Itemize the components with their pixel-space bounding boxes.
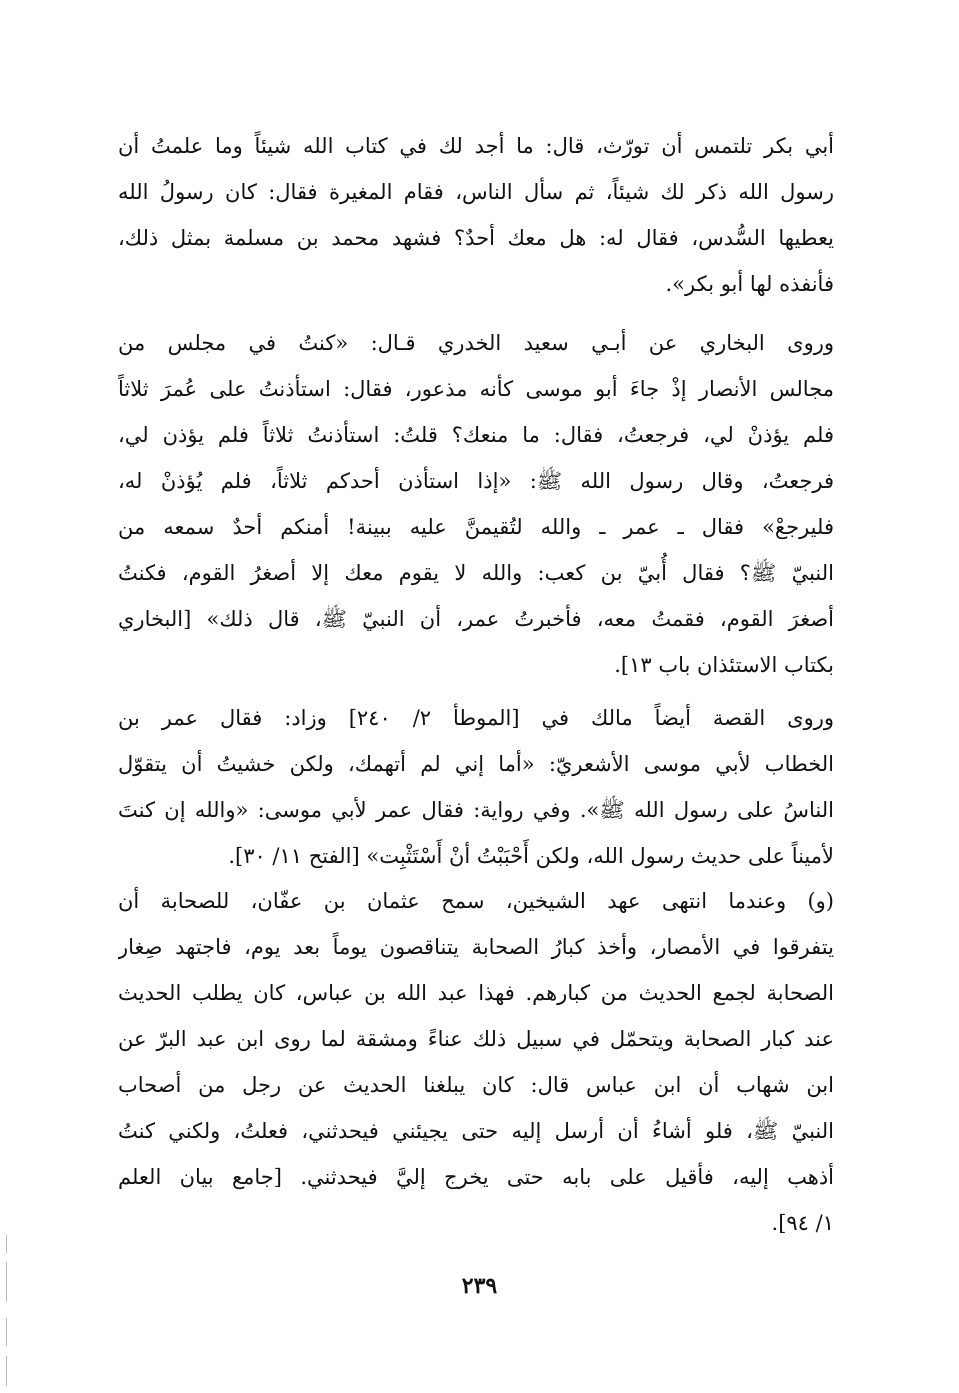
paragraph-3 (118, 695, 834, 879)
text-line: عند كبار الصحابة ويتحمّل في سبيل ذلك عناءً ومشقة لما روى ابن عبد البرّ عن (118, 1027, 834, 1051)
paragraph-2 (118, 320, 834, 688)
text-line: فليرجعْ» فقال ـ عمر ـ والله لتُقيمنَّ عليه ببينة! أمنكم أحدٌ سمعه من (118, 515, 834, 539)
text-line: لأميناً على حديث رسول الله، ولكن أَحْبَبْتُ أنْ أَسْتَثْبِت» [الفتح ١١/ ٣٠]. (228, 844, 834, 868)
text-line: أصغرَ القوم، فقمتُ معه، فأخبرتُ عمر، أن النبيّ ﷺ، قال ذلك» [البخاري (118, 607, 834, 631)
paragraph-1 (118, 123, 834, 307)
scan-margin-line (6, 1318, 7, 1346)
text-line: الناسُ على رسول الله ﷺ». وفي رواية: فقال عمر لأبي موسى: «والله إن كنتَ (118, 798, 834, 822)
text-line: مجالس الأنصار إذْ جاءَ أبو موسى كأنه مذعور، فقال: استأذنتُ على عُمرَ ثلاثاً (118, 377, 834, 401)
page-number: ٢٣٩ (461, 1273, 498, 1299)
text-line: فلم يؤذنْ لي، فرجعتُ، فقال: ما منعك؟ قلتُ: استأذنتُ ثلاثاً فلم يؤذن لي، (118, 423, 834, 447)
text-line: فرجعتُ، وقال رسول الله ﷺ: «إذا استأذن أحدكم ثلاثاً، فلم يُؤذنْ له، (118, 469, 834, 493)
text-line: النبيّ ﷺ، فلو أشاءُ أن أرسل إليه حتى يجيئني فيحدثني، فعلتُ، ولكني كنتُ (118, 1119, 834, 1143)
text-line: النبيّ ﷺ؟ فقال أُبيّ بن كعب: والله لا يقوم معك إلا أصغرُ القوم، فكنتُ (118, 561, 834, 585)
scan-margin-line (6, 1356, 7, 1386)
text-line: بكتاب الاستئذان باب ١٣]. (614, 653, 834, 677)
text-line: وروى البخاري عن أبـي سعيد الخدري قـال: «كنتُ في مجلس من (118, 331, 834, 355)
text-line: يعطيها السُّدس، فقال له: هل معك أحدٌ؟ فشهد محمد بن مسلمة بمثل ذلك، (118, 226, 834, 250)
text-line: الخطاب لأبي موسى الأشعريّ: «أما إني لم أتهمك، ولكن خشيتُ أن يتقوّل (118, 752, 834, 776)
text-line: ١/ ٩٤]. (771, 1211, 834, 1235)
text-line: وروى القصة أيضاً مالك في [الموطأ ٢/ ٢٤٠] وزاد: فقال عمر بن (118, 706, 834, 730)
text-line: الصحابة لجمع الحديث من كبارهم. فهذا عبد الله بن عباس، كان يطلب الحديث (118, 981, 834, 1005)
text-line: ابن شهاب أن ابن عباس قال: كان يبلغنا الحديث عن رجل من أصحاب (118, 1073, 834, 1097)
scan-margin-line (6, 1235, 7, 1253)
paragraph-4 (118, 878, 834, 1246)
scan-margin-line (6, 1262, 7, 1302)
text-line: (و) وعندما انتهى عهد الشيخين، سمح عثمان بن عفّان، للصحابة أن (118, 889, 834, 913)
text-line: أذهب إليه، فأقيل على بابه حتى يخرج إليَّ فيحدثني. [جامع بيان العلم (118, 1165, 834, 1189)
text-line: يتفرقوا في الأمصار، وأخذ كبارُ الصحابة يتناقصون يوماً بعد يوم، فاجتهد صِغار (118, 935, 834, 959)
text-line: فأنفذه لها أبو بكر». (665, 272, 834, 296)
text-line: رسول الله ذكر لك شيئاً، ثم سأل الناس، فقام المغيرة فقال: كان رسولُ الله (118, 180, 834, 204)
text-line: أبي بكر تلتمس أن تورّث، قال: ما أجد لك في كتاب الله شيئاً وما علمتُ أن (118, 134, 834, 158)
